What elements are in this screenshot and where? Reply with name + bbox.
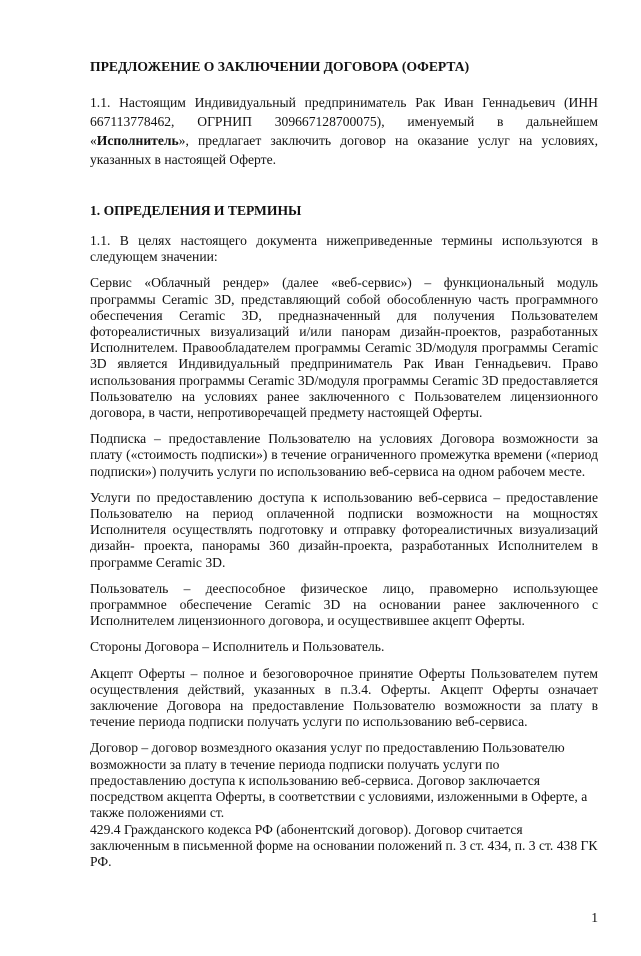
definition-service: Сервис «Облачный рендер» (далее «веб-сервис») – функциональный модуль программы Ceramic 3D, представляющий собой обособленную часть программного обеспечения Ceramic 3D, предназначенный для получения Пользователем фотореалистичных визуализаций и/или панорам дизайн-проектов, разработанных Исполнителем. Правообладателем программы Ceramic 3D/модуля программы Ceramic 3D является Индивидуальный предприниматель Рак Иван Геннадьевич. Право использования программы Ceramic 3D/модуля программы Ceramic 3D предоставляется Пользователю на условиях ранее заключенного с Пользователем лицензионного договора, в части, непротиворечащей предмету настоящей Оферты. [90,275,598,421]
definitions-intro: 1.1. В целях настоящего документа нижеприведенные термины используются в следующем значении: [90,233,598,265]
page-content [90,58,598,870]
page-number: 1 [591,910,598,926]
intro-text-end: », предлагает заключить договор на оказание услуг на условиях, указанных в настоящей Оферте. [90,133,598,167]
intro-text-start: 1.1. Настоящим Индивидуальный предприниматель Рак Иван Геннадьевич (ИНН 667113778462, ОГРНИП 309667128700075), именуемый в дальнейшем « [90,95,598,148]
section-heading: 1. ОПРЕДЕЛЕНИЯ И ТЕРМИНЫ [90,203,302,218]
page-footer [90,870,598,956]
definition-parties: Стороны Договора – Исполнитель и Пользователь. [90,639,385,655]
definition-contract-text: Договор – договор возмездного оказания услуг по предоставлению Пользователю возможности за плату в течение периода подписки получать услуги по предоставлению доступа к использованию веб-сервиса. Договор заключается посредством акцепта Оферты, в соответствии с условиями, изложенными в Оферте, а также положениями ст. [90,740,588,821]
definition-subscription: Подписка – предоставление Пользователю на условиях Договора возможности за плату («стоимость подписки») в течение ограниченного промежутка времени («период подписки») получить услуги по использованию веб-сервиса на одном рабочем месте. [90,431,598,479]
definition-acceptance: Акцепт Оферты – полное и безоговорочное принятие Оферты Пользователем путем осуществления действий, указанных в п.3.4. Оферты. Акцепт Оферты означает заключение Договора на предоставление Пользователю возможности за плату в течение периода подписки получать услуги по использованию веб-сервиса. [90,665,598,730]
definition-contract-continued: 429.4 Гражданского кодекса РФ (абонентский договор). Договор считается заключенным в письменной форме на основании положений п. 3 ст. 434, п. 3 ст. 438 ГК РФ. [90,821,598,869]
definition-contract [90,740,598,870]
intro-paragraph [90,93,598,169]
document-title: ПРЕДЛОЖЕНИЕ О ЗАКЛЮЧЕНИИ ДОГОВОРА (ОФЕРТА) [90,59,470,74]
definition-access-services: Услуги по предоставлению доступа к использованию веб-сервиса – предоставление Пользователю на период оплаченной подписки возможности на мощностях Исполнителя осуществлять подготовку и отправку фотореалистичных визуализаций дизайн- проекта, панорамы 360 дизайн-проекта, разработанных Исполнителем в программе Ceramic 3D. [90,489,598,570]
intro-bold-term: Исполнитель [96,133,179,148]
definition-user: Пользователь – дееспособное физическое лицо, правомерно использующее программное обеспечение Ceramic 3D на основании ранее заключенного с Исполнителем лицензионного договора, и осуществившее акцепт Оферты. [90,580,598,629]
